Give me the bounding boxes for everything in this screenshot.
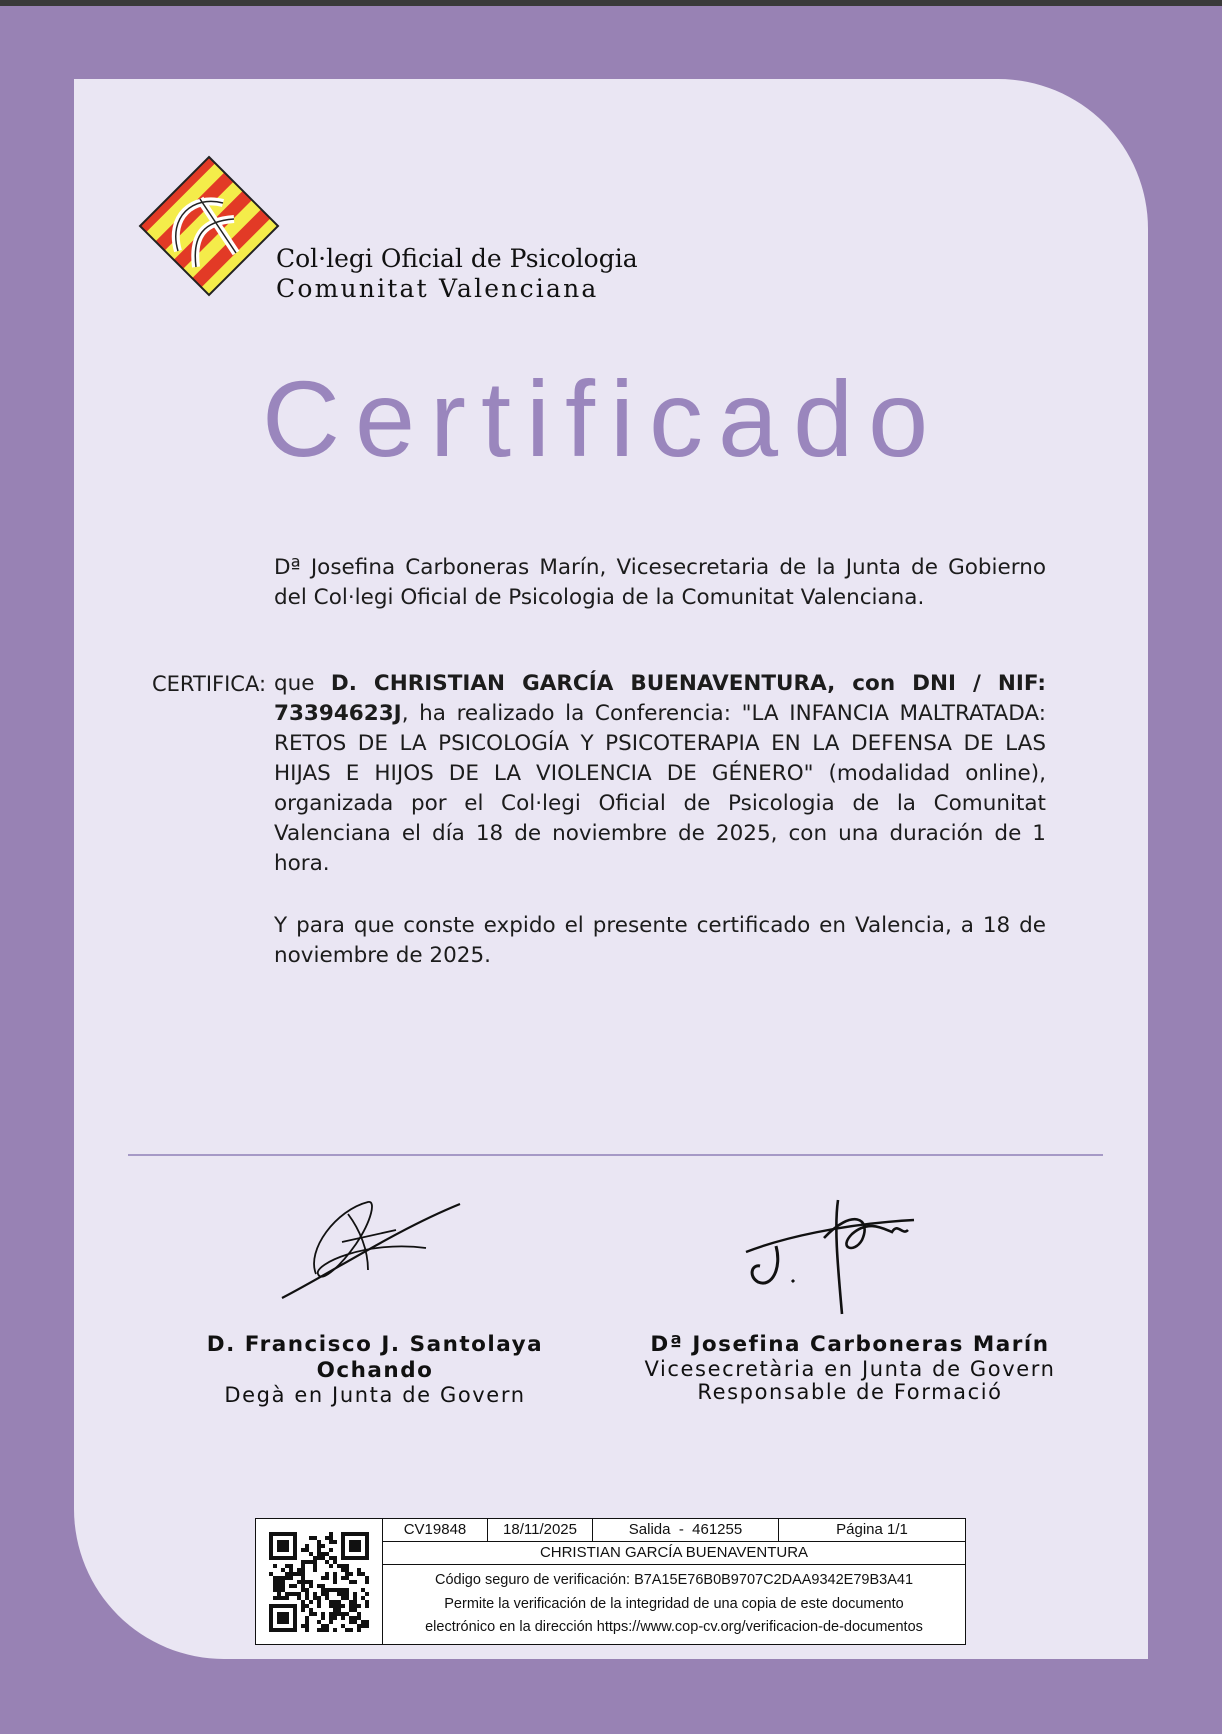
verification-header-row [383,1519,965,1542]
certifica-label: CERTIFICA: [152,672,267,696]
org-name-line2: Comunitat Valenciana [276,274,599,303]
cert-body: , ha realizado la Conferencia: "LA INFANCIA MALTRATADA: RETOS DE LA PSICOLOGÍA Y PSICOTERAPIA EN LA DEFENSA DE LAS HIJAS E HIJOS DE LA VIOLENCIA DE GÉNERO" (modalidad online), organizada por el Col·legi Oficial de Psicologia de la Comunitat Valenciana el día 18 de noviembre de 2025, con una duración de 1 hora. [274,701,1046,876]
document-date: 18/11/2025 [488,1519,593,1541]
certificate-title: Certificado [262,358,944,479]
signer-2-role: Vicesecretària en Junta de Govern [644,1357,1056,1381]
verification-note-1: Permite la verificación de la integridad de una copia de este documento [444,1595,904,1612]
signer-1-block [150,1332,600,1407]
verification-text [383,1569,965,1640]
closing-paragraph: Y para que conste expido el presente certificado en Valencia, a 18 de noviembre de 2025. [274,913,1046,968]
verification-box [255,1518,966,1645]
signer-2-name: Dª Josefina Carboneras Marín [650,1332,1050,1357]
document-salida: Salida - 461255 [593,1519,779,1541]
certification-paragraph [274,669,1046,879]
document-page: Página 1/1 [836,1521,908,1538]
verification-code: Código seguro de verificación: B7A15E76B0B9707C2DAA9342E79B3A41 [434,1572,914,1588]
document-id: CV19848 [383,1519,488,1541]
recipient-name: D. CHRISTIAN GARCÍA BUENAVENTURA, con DNI / NIF: 73394623J [274,671,1046,726]
qr-code-icon [269,1532,369,1632]
verification-note-2[interactable]: electrónico en la dirección https://www.cop-cv.org/verificacion-de-documentos [425,1619,923,1635]
signer-2-role-extra: Responsable de Formació [697,1380,1003,1404]
signature-2 [742,1198,917,1316]
signer-1-role: Degà en Junta de Govern [224,1383,526,1407]
cert-prefix: que [274,671,331,696]
college-logo-icon [138,155,280,297]
signer-1-name: D. Francisco J. Santolaya Ochando [206,1332,544,1383]
signer-2-block [620,1332,1080,1404]
qr-code[interactable] [256,1519,383,1644]
org-name-line1: Col·legi Oficial de Psicologia [276,244,638,273]
divider-line [128,1154,1103,1156]
document-holder: CHRISTIAN GARCÍA BUENAVENTURA [383,1542,965,1565]
top-edge-line [0,0,1222,6]
signature-1 [276,1190,466,1305]
intro-paragraph: Dª Josefina Carboneras Marín, Vicesecretaria de la Junta de Gobierno del Col·legi Oficial de Psicologia de la Comunitat Valenciana. [274,555,1046,610]
